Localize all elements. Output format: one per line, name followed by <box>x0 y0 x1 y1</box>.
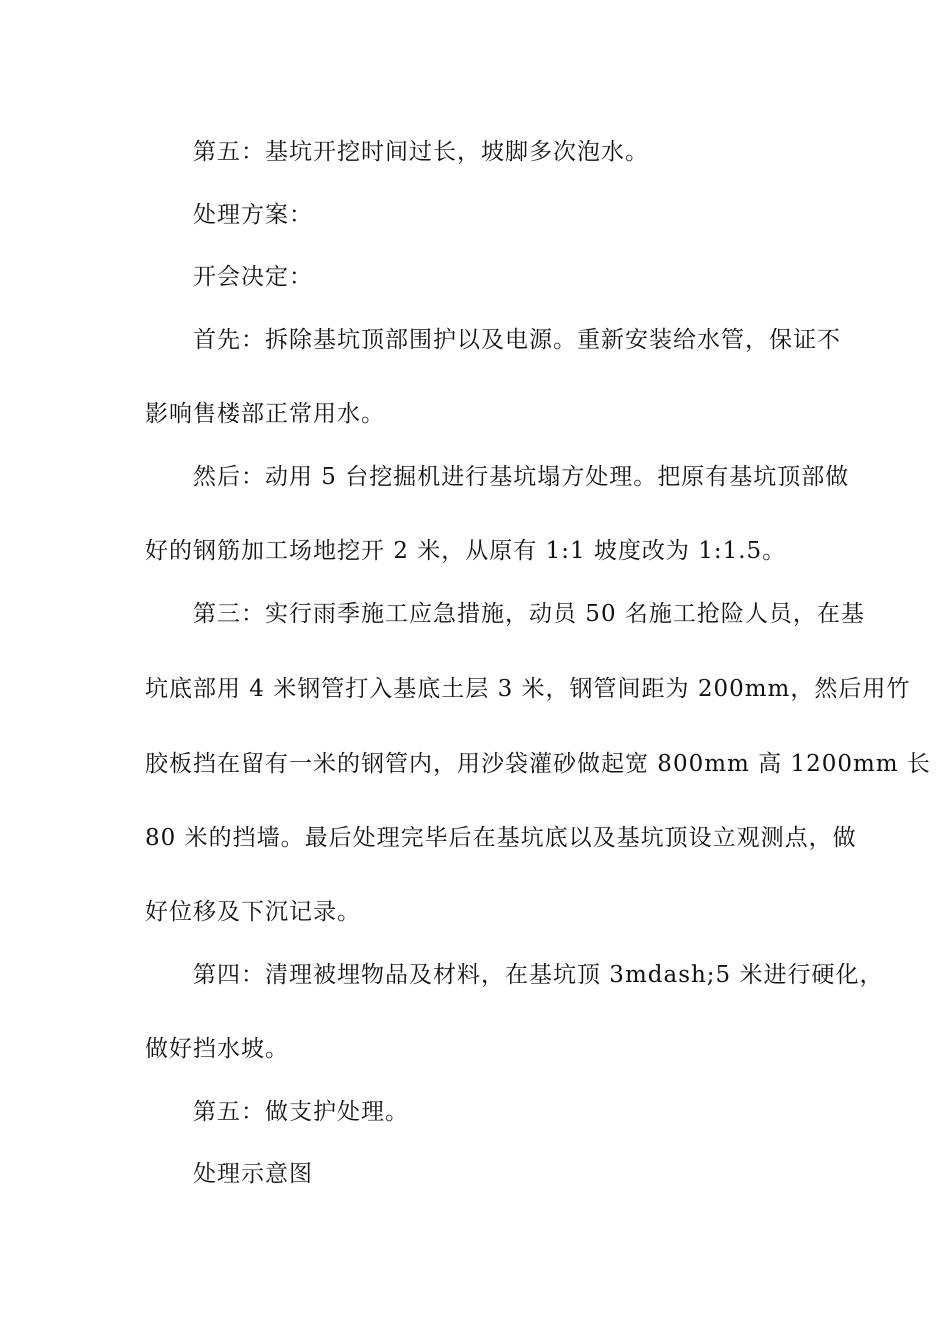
paragraph-first-line-1: 首先：拆除基坑顶部围护以及电源。重新安装给水管，保证不 <box>193 327 841 353</box>
paragraph-first-line-2: 影响售楼部正常用水。 <box>145 401 385 427</box>
paragraph-diagram-caption: 处理示意图 <box>193 1161 313 1187</box>
paragraph-third-line-3: 胶板挡在留有一米的钢管内，用沙袋灌砂做起宽 800mm 高 1200mm 长 <box>145 751 931 777</box>
paragraph-then-line-1: 然后：动用 5 台挖掘机进行基坑塌方处理。把原有基坑顶部做 <box>193 464 850 490</box>
paragraph-then-line-2: 好的钢筋加工场地挖开 2 米，从原有 1:1 坡度改为 1:1.5。 <box>145 538 787 564</box>
paragraph-fifth-support: 第五：做支护处理。 <box>193 1099 409 1125</box>
paragraph-fourth-line-2: 做好挡水坡。 <box>145 1036 289 1062</box>
paragraph-meeting-decision: 开会决定： <box>193 264 313 290</box>
paragraph-third-line-2: 坑底部用 4 米钢管打入基底土层 3 米，钢管间距为 200mm，然后用竹 <box>145 676 911 702</box>
paragraph-cause-5: 第五：基坑开挖时间过长，坡脚多次泡水。 <box>193 139 649 165</box>
paragraph-fourth-line-1: 第四：清理被埋物品及材料，在基坑顶 3mdash;5 米进行硬化， <box>193 962 884 988</box>
paragraph-third-line-4: 80 米的挡墙。最后处理完毕后在基坑底以及基坑顶设立观测点，做 <box>145 825 857 851</box>
paragraph-third-line-5: 好位移及下沉记录。 <box>145 899 361 925</box>
paragraph-plan-heading: 处理方案： <box>193 202 313 228</box>
paragraph-third-line-1: 第三：实行雨季施工应急措施，动员 50 名施工抢险人员，在基 <box>193 601 865 627</box>
